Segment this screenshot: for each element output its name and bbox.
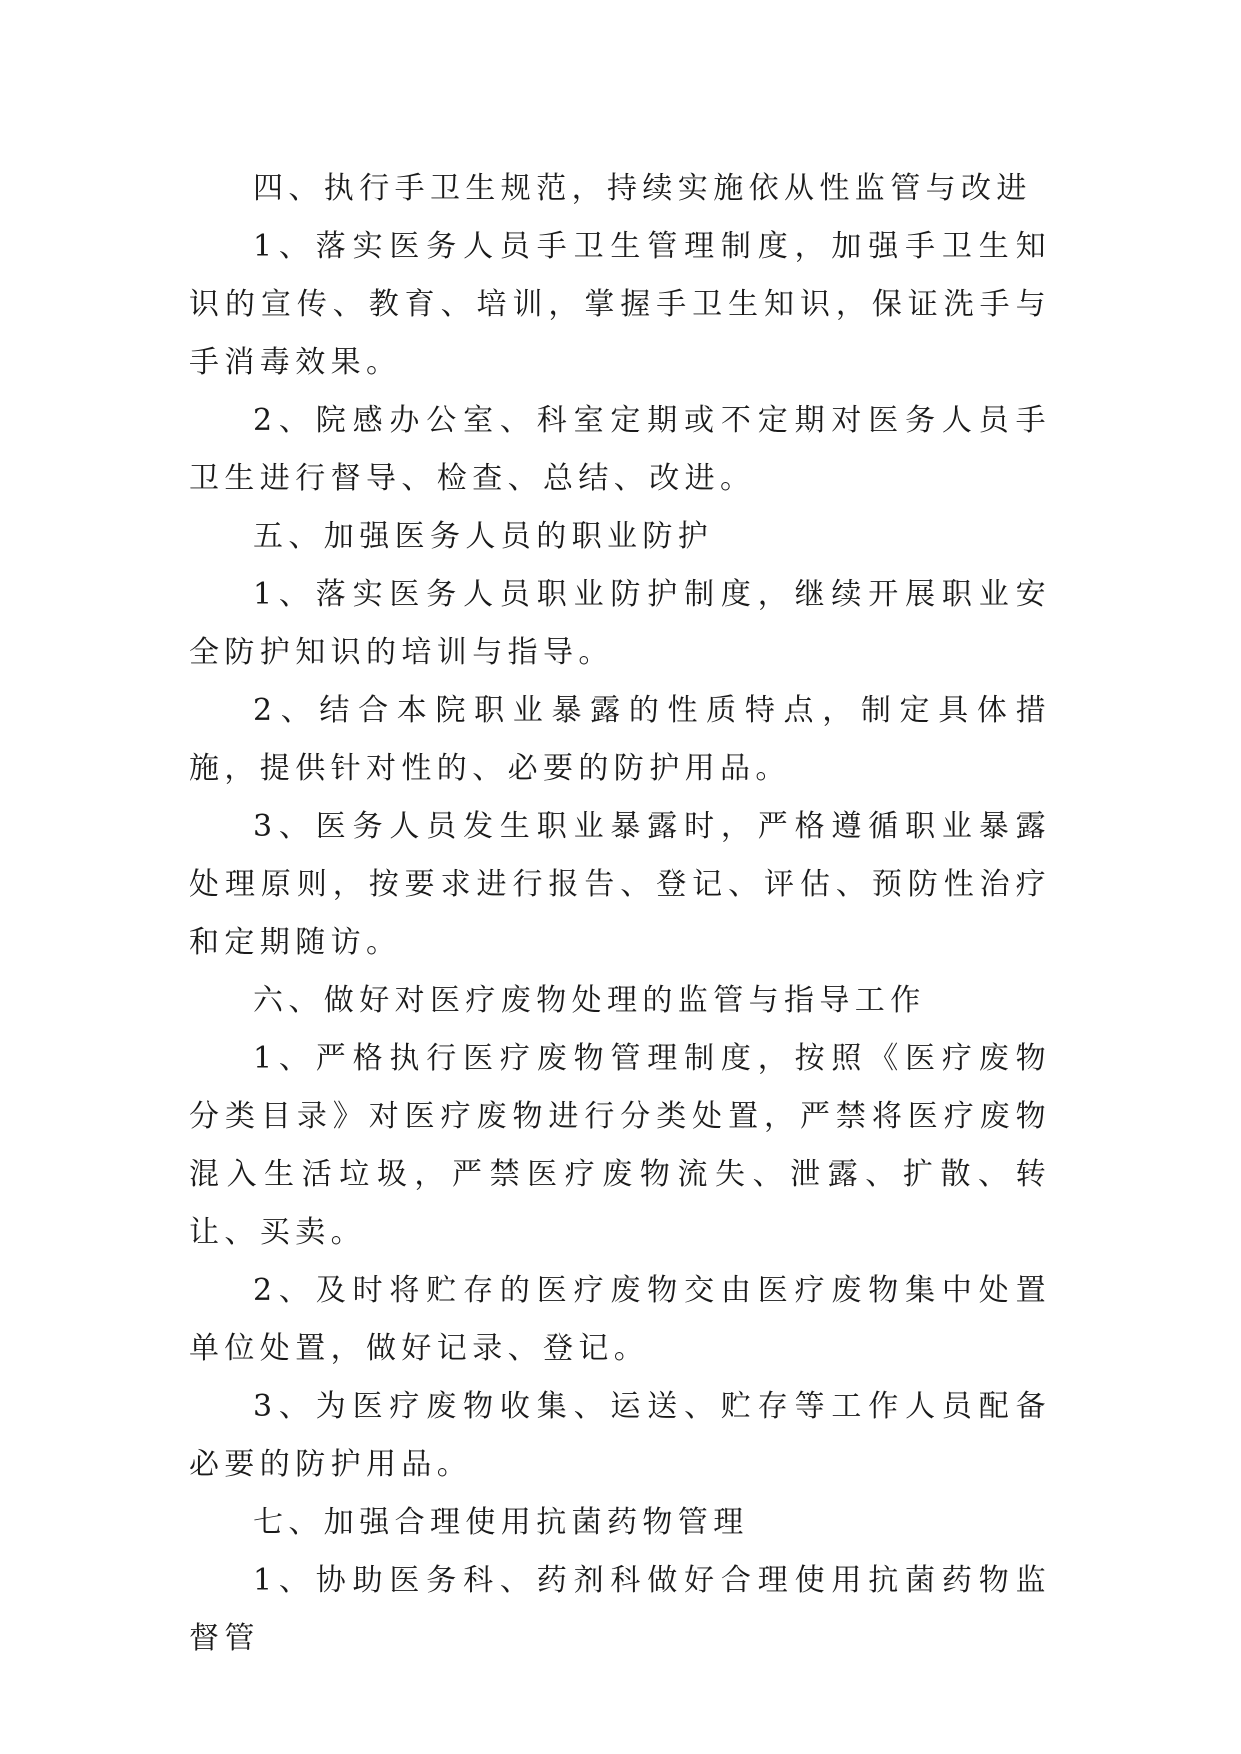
paragraph: 1、落实医务人员职业防护制度，继续开展职业安全防护知识的培训与指导。: [189, 577, 1051, 670]
section-heading-medical-waste: 六、做好对医疗废物处理的监管与指导工作: [253, 983, 926, 1018]
document-body: [189, 160, 1051, 1668]
section-heading-occupational-protection: 五、加强医务人员的职业防护: [253, 519, 714, 554]
section-heading-hand-hygiene: 四、执行手卫生规范，持续实施依从性监管与改进: [253, 171, 1032, 206]
paragraph: 1、落实医务人员手卫生管理制度，加强手卫生知识的宣传、教育、培训，掌握手卫生知识，保证洗手与手消毒效果。: [189, 229, 1051, 380]
paragraph: 1、严格执行医疗废物管理制度，按照《医疗废物分类目录》对医疗废物进行分类处置，严禁将医疗废物混入生活垃圾，严禁医疗废物流失、泄露、扩散、转让、买卖。: [189, 1041, 1051, 1250]
paragraph: 1、协助医务科、药剂科做好合理使用抗菌药物监督管: [189, 1563, 1051, 1656]
paragraph: 3、为医疗废物收集、运送、贮存等工作人员配备必要的防护用品。: [189, 1389, 1051, 1482]
section-heading-antibiotics: 七、加强合理使用抗菌药物管理: [253, 1505, 749, 1540]
paragraph: 2、及时将贮存的医疗废物交由医疗废物集中处置单位处置，做好记录、登记。: [189, 1273, 1051, 1366]
paragraph: 3、医务人员发生职业暴露时，严格遵循职业暴露处理原则，按要求进行报告、登记、评估、预防性治疗和定期随访。: [189, 809, 1051, 960]
paragraph: 2、院感办公室、科室定期或不定期对医务人员手卫生进行督导、检查、总结、改进。: [189, 403, 1051, 496]
paragraph: 2、结合本院职业暴露的性质特点，制定具体措施，提供针对性的、必要的防护用品。: [189, 693, 1051, 786]
